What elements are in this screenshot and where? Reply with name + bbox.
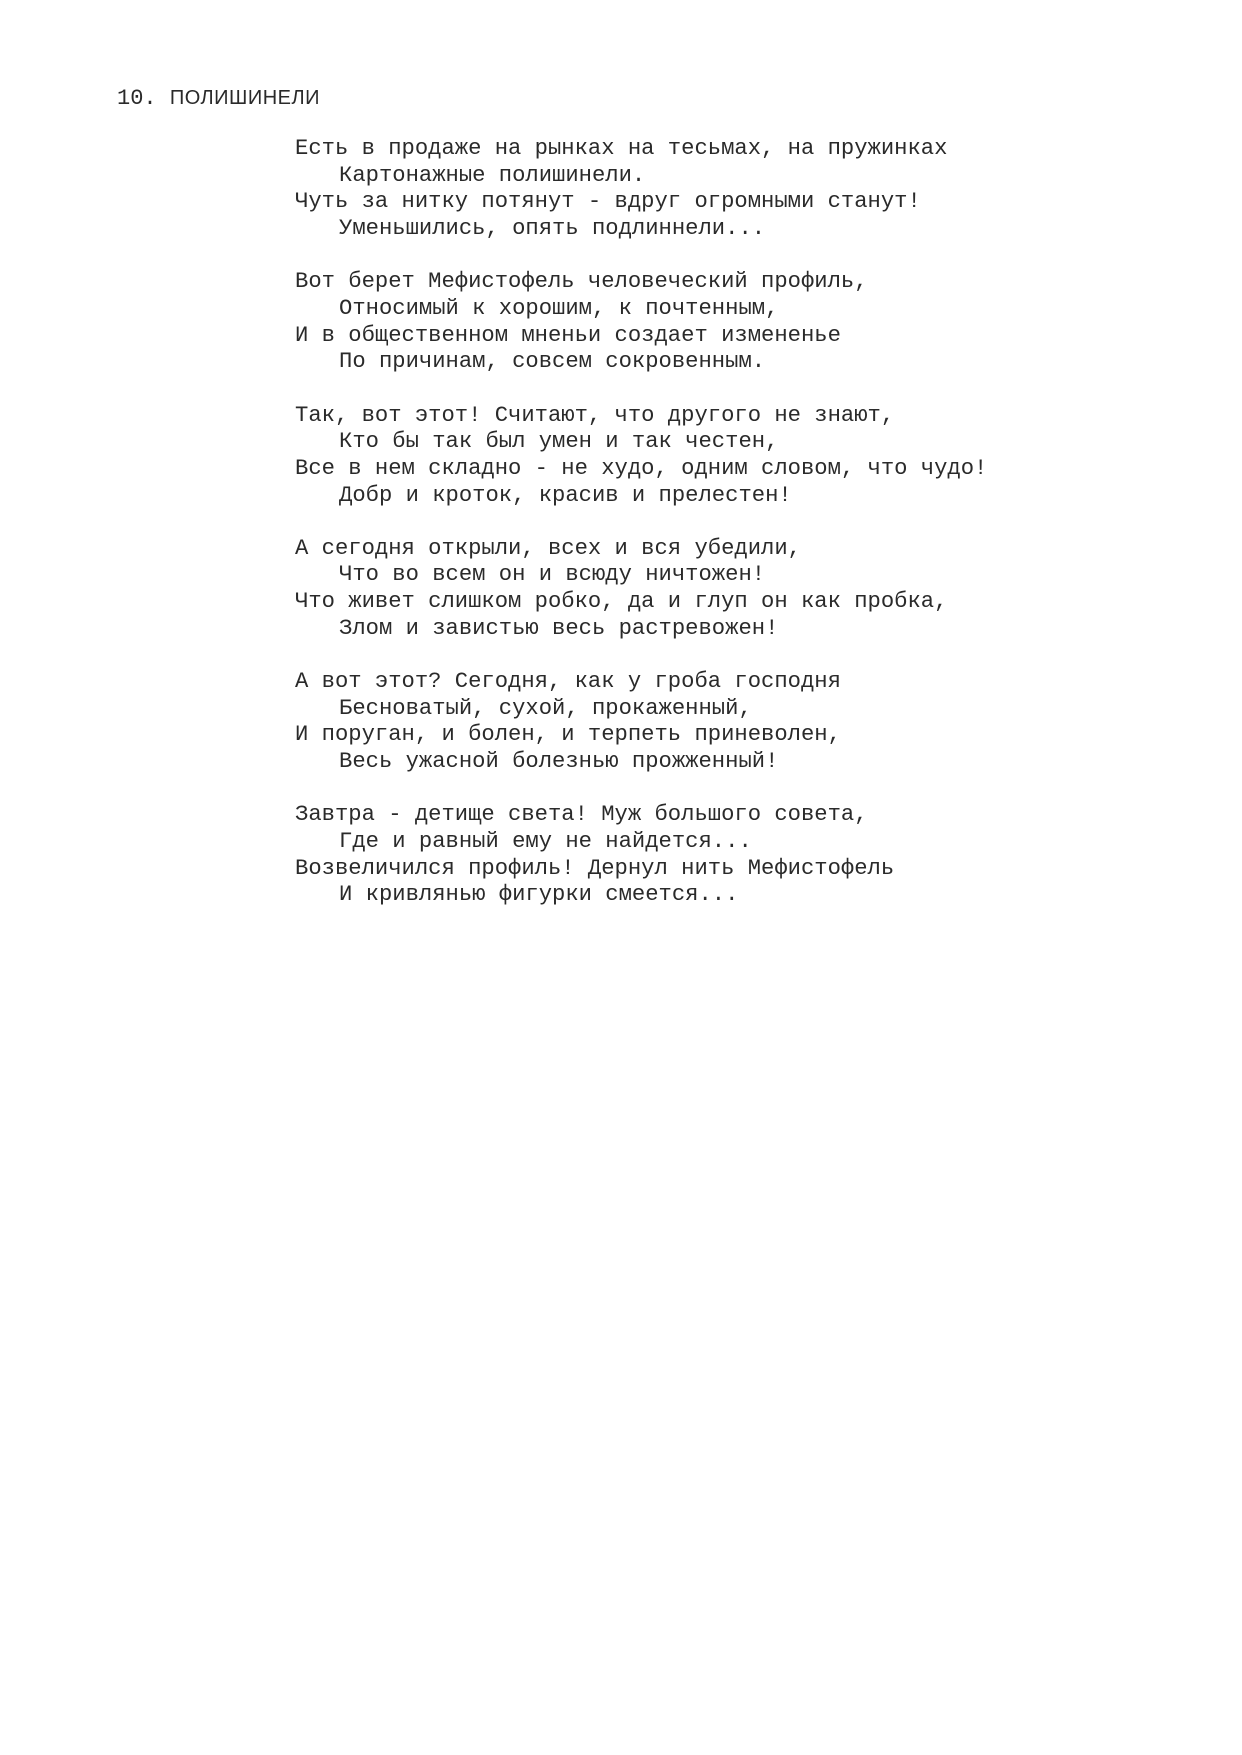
poem-line: И поруган, и болен, и терпеть приневолен,: [295, 722, 841, 748]
poem-line: Где и равный ему не найдется...: [339, 828, 752, 854]
poem-line: Бесноватый, сухой, прокаженный,: [339, 695, 752, 721]
stanza: [295, 536, 987, 643]
poem-line: А вот этот? Сегодня, как у гроба господня: [295, 669, 841, 694]
poem-line: Возвеличился профиль! Дернул нить Мефистофель: [295, 855, 895, 881]
stanza: [295, 403, 987, 510]
poem-line: Что во всем он и всюду ничтожен!: [339, 562, 766, 588]
poem-line: Так, вот этот! Считают, что другого не знают,: [295, 402, 895, 428]
poem-line: Кто бы так был умен и так честен,: [339, 429, 779, 455]
poem-heading: [117, 84, 320, 113]
poem-line: И в общественном мненьи создает измененье: [295, 322, 841, 348]
poem-number: 10.: [117, 86, 157, 111]
poem-line: Завтра - детище света! Муж большого совета,: [295, 802, 868, 828]
stanza: [295, 136, 987, 243]
poem-line: Уменьшились, опять подлиннели...: [339, 216, 766, 242]
poem-line: Весь ужасной болезнью прожженный!: [339, 749, 779, 775]
poem-line: Что живет слишком робко, да и глуп он как пробка,: [295, 589, 948, 615]
poem-line: Чуть за нитку потянут - вдруг огромными станут!: [295, 189, 921, 215]
poem-line: Злом и завистью весь растревожен!: [339, 615, 779, 641]
poem-line: Добр и кроток, красив и прелестен!: [339, 482, 792, 508]
poem-title: ПОЛИШИНЕЛИ: [169, 87, 321, 109]
poem-line: Вот берет Мефистофель человеческий профиль,: [295, 269, 868, 295]
poem-line: И кривлянью фигурки смеется...: [339, 882, 739, 908]
poem-line: Картонажные полишинели.: [339, 162, 646, 188]
poem-body: [295, 136, 987, 936]
poem-line: А сегодня открыли, всех и вся убедили,: [295, 535, 801, 561]
stanza: [295, 669, 987, 776]
poem-line: Относимый к хорошим, к почтенным,: [339, 295, 779, 321]
stanza: [295, 269, 987, 376]
poem-line: По причинам, совсем сокровенным.: [339, 349, 766, 375]
stanza: [295, 802, 987, 909]
poem-line: Есть в продаже на рынках на тесьмах, на пружинках: [295, 136, 948, 161]
poem-line: Все в нем складно - не худо, одним словом, что чудо!: [295, 455, 988, 481]
